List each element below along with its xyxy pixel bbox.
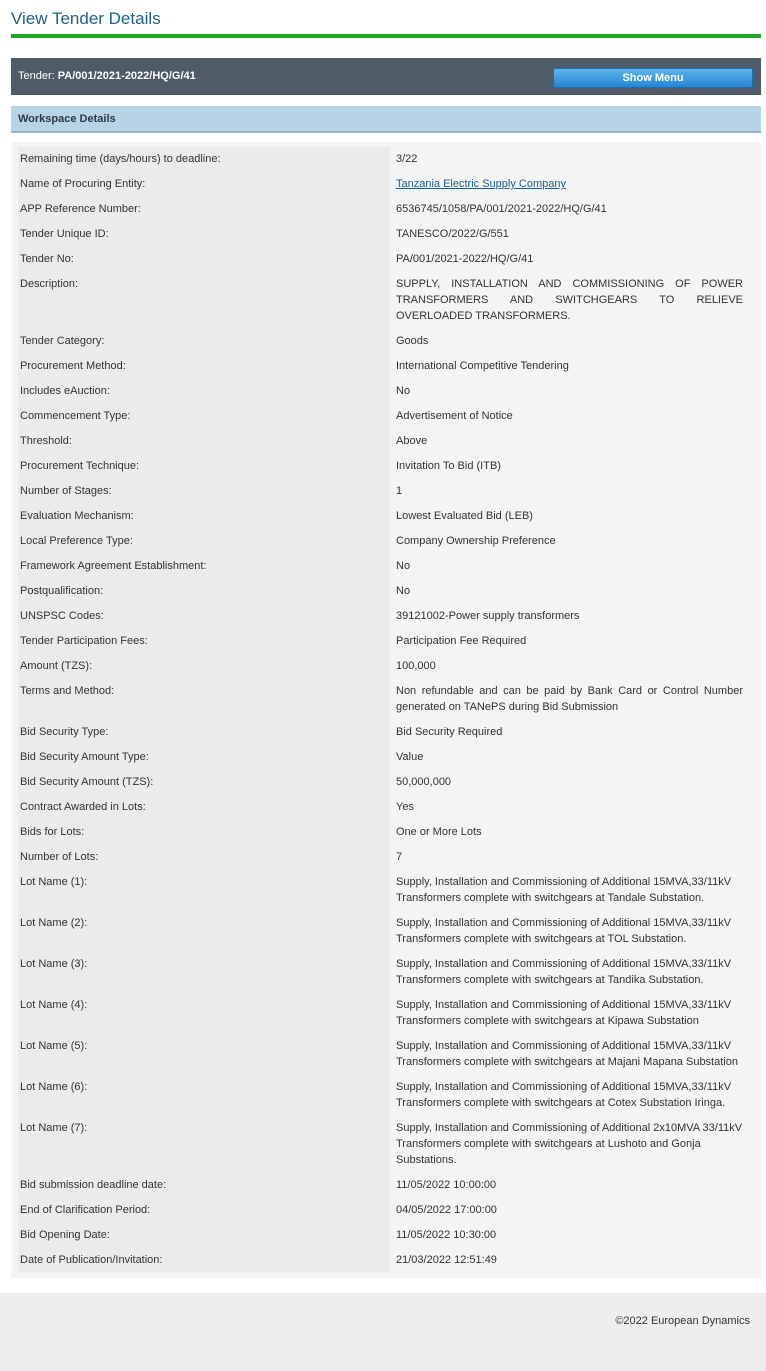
detail-row-eauction [18, 379, 743, 404]
title-divider [11, 34, 761, 38]
detail-label: Postqualification: [18, 579, 390, 604]
detail-row-awarded-in-lots [18, 795, 743, 820]
detail-value: Yes [396, 801, 414, 813]
detail-value: 100,000 [396, 660, 436, 672]
detail-value: Supply, Installation and Commissioning of Additional 15MVA,33/11kV Transformers complete with switchgears at Kipawa Substation [396, 999, 732, 1027]
detail-row-bid-security-amount-type [18, 745, 743, 770]
detail-value: 7 [396, 851, 403, 863]
detail-value: No [396, 385, 411, 397]
detail-row-remaining-time [18, 147, 743, 172]
detail-row-evaluation-mechanism [18, 504, 743, 529]
detail-value: Non refundable and can be paid by Bank Card or Control Number generated on TANePS during Bid Submission [396, 685, 743, 713]
detail-value: 3/22 [396, 153, 418, 165]
tender-reference [18, 70, 196, 82]
tender-prefix: Tender: [18, 70, 58, 82]
workspace-details-table [11, 142, 761, 1278]
detail-row-threshold [18, 429, 743, 454]
detail-label: Tender Category: [18, 329, 390, 354]
detail-value: 1 [396, 485, 403, 497]
detail-value: Invitation To Bid (ITB) [396, 460, 501, 472]
detail-row-bid-security-type [18, 720, 743, 745]
detail-label: Includes eAuction: [18, 379, 390, 404]
detail-row-lot-6 [18, 1075, 743, 1116]
detail-label: Bid submission deadline date: [18, 1173, 390, 1198]
detail-row-number-of-stages [18, 479, 743, 504]
detail-row-tender-no [18, 247, 743, 272]
detail-row-number-of-lots [18, 845, 743, 870]
detail-row-clarification-end [18, 1198, 743, 1223]
detail-label: Local Preference Type: [18, 529, 390, 554]
detail-value: 21/03/2022 12:51:49 [396, 1254, 497, 1266]
detail-row-bid-security-amount [18, 770, 743, 795]
detail-value: Supply, Installation and Commissioning of Additional 2x10MVA 33/11kV Transformers complete with switchgears at Lushoto and Gonja Substations. [396, 1122, 743, 1166]
detail-label: Threshold: [18, 429, 390, 454]
detail-value: One or More Lots [396, 826, 482, 838]
detail-value: Supply, Installation and Commissioning of Additional 15MVA,33/11kV Transformers complete with switchgears at TOL Substation. [396, 917, 732, 945]
detail-label: Lot Name (1): [18, 870, 390, 911]
tender-number: PA/001/2021-2022/HQ/G/41 [57, 70, 196, 82]
detail-label: End of Clarification Period: [18, 1198, 390, 1223]
detail-label: Lot Name (6): [18, 1075, 390, 1116]
detail-row-procuring-entity [18, 172, 743, 197]
detail-label: Lot Name (7): [18, 1116, 390, 1173]
detail-value: Supply, Installation and Commissioning of Additional 15MVA,33/11kV Transformers complete with switchgears at Tandika Substation. [396, 958, 732, 986]
detail-value: Company Ownership Preference [396, 535, 556, 547]
detail-value: 39121002-Power supply transformers [396, 610, 580, 622]
detail-value: International Competitive Tendering [396, 360, 569, 372]
detail-value: 04/05/2022 17:00:00 [396, 1204, 497, 1216]
detail-label: Bid Security Amount Type: [18, 745, 390, 770]
detail-label: Lot Name (5): [18, 1034, 390, 1075]
detail-row-commencement-type [18, 404, 743, 429]
detail-row-local-preference [18, 529, 743, 554]
detail-value: Goods [396, 335, 429, 347]
detail-value: 50,000,000 [396, 776, 452, 788]
detail-row-participation-fees [18, 629, 743, 654]
detail-row-procurement-technique [18, 454, 743, 479]
detail-label: Number of Lots: [18, 845, 390, 870]
detail-row-lot-1 [18, 870, 743, 911]
detail-label: Contract Awarded in Lots: [18, 795, 390, 820]
detail-label: Description: [18, 272, 390, 329]
detail-label: Remaining time (days/hours) to deadline: [18, 147, 390, 172]
detail-value: 11/05/2022 10:30:00 [396, 1229, 497, 1241]
detail-label: UNSPSC Codes: [18, 604, 390, 629]
detail-label: Framework Agreement Establishment: [18, 554, 390, 579]
detail-row-lot-4 [18, 993, 743, 1034]
detail-row-lot-7 [18, 1116, 743, 1173]
detail-row-lot-3 [18, 952, 743, 993]
detail-label: Tender Unique ID: [18, 222, 390, 247]
detail-label: Name of Procuring Entity: [18, 172, 390, 197]
detail-value: Supply, Installation and Commissioning of Additional 15MVA,33/11kV Transformers complete with switchgears at Cotex Substation Iringa. [396, 1081, 732, 1109]
detail-label: Evaluation Mechanism: [18, 504, 390, 529]
detail-row-description [18, 272, 743, 329]
tender-bar [11, 58, 761, 95]
detail-label: Procurement Method: [18, 354, 390, 379]
detail-value: Supply, Installation and Commissioning of Additional 15MVA,33/11kV Transformers complete with switchgears at Tandale Substation. [396, 876, 732, 904]
detail-value: No [396, 560, 411, 572]
detail-row-category [18, 329, 743, 354]
detail-label: APP Reference Number: [18, 197, 390, 222]
copyright-text: ©2022 European Dynamics [615, 1315, 750, 1327]
detail-value: Lowest Evaluated Bid (LEB) [396, 510, 533, 522]
detail-label: Tender Participation Fees: [18, 629, 390, 654]
page-footer [0, 1293, 766, 1371]
detail-label: Bids for Lots: [18, 820, 390, 845]
detail-row-amount [18, 654, 743, 679]
workspace-details-header: Workspace Details [11, 106, 761, 133]
detail-value: 6536745/1058/PA/001/2021-2022/HQ/G/41 [396, 203, 607, 215]
detail-row-bids-for-lots [18, 820, 743, 845]
detail-row-opening-date [18, 1223, 743, 1248]
detail-row-lot-5 [18, 1034, 743, 1075]
detail-value: Bid Security Required [396, 726, 503, 738]
detail-value: TANESCO/2022/G/551 [396, 228, 509, 240]
detail-row-postqualification [18, 579, 743, 604]
detail-row-publication-date [18, 1248, 743, 1273]
detail-label: Commencement Type: [18, 404, 390, 429]
detail-value: Value [396, 751, 424, 763]
page-title: View Tender Details [11, 9, 161, 28]
detail-label: Tender No: [18, 247, 390, 272]
detail-row-submission-deadline [18, 1173, 743, 1198]
detail-row-lot-2 [18, 911, 743, 952]
detail-row-framework-agreement [18, 554, 743, 579]
detail-value: No [396, 585, 411, 597]
detail-label: Lot Name (4): [18, 993, 390, 1034]
detail-label: Date of Publication/Invitation: [18, 1248, 390, 1273]
detail-label: Bid Security Type: [18, 720, 390, 745]
detail-value: Supply, Installation and Commissioning of Additional 15MVA,33/11kV Transformers complete with switchgears at Majani Mapana Substation [396, 1040, 738, 1068]
detail-row-unique-id [18, 222, 743, 247]
detail-value: Participation Fee Required [396, 635, 527, 647]
show-menu-button[interactable]: Show Menu [553, 68, 753, 88]
detail-label: Bid Security Amount (TZS): [18, 770, 390, 795]
detail-label: Lot Name (2): [18, 911, 390, 952]
detail-value: 11/05/2022 10:00:00 [396, 1179, 497, 1191]
detail-label: Procurement Technique: [18, 454, 390, 479]
detail-label: Amount (TZS): [18, 654, 390, 679]
detail-value: Above [396, 435, 428, 447]
detail-value: SUPPLY, INSTALLATION AND COMMISSIONING OF POWER TRANSFORMERS AND SWITCHGEARS TO RELIEVE OVERLOADED TRANSFORMERS. [396, 278, 743, 322]
detail-label: Number of Stages: [18, 479, 390, 504]
detail-row-app-reference [18, 197, 743, 222]
detail-label: Terms and Method: [18, 679, 390, 720]
detail-value: Advertisement of Notice [396, 410, 513, 422]
detail-row-terms-and-method [18, 679, 743, 720]
detail-label: Lot Name (3): [18, 952, 390, 993]
detail-value: PA/001/2021-2022/HQ/G/41 [396, 253, 534, 265]
procuring-entity-link[interactable]: Tanzania Electric Supply Company [396, 178, 566, 190]
detail-row-procurement-method [18, 354, 743, 379]
detail-label: Bid Opening Date: [18, 1223, 390, 1248]
detail-row-unspsc-codes [18, 604, 743, 629]
